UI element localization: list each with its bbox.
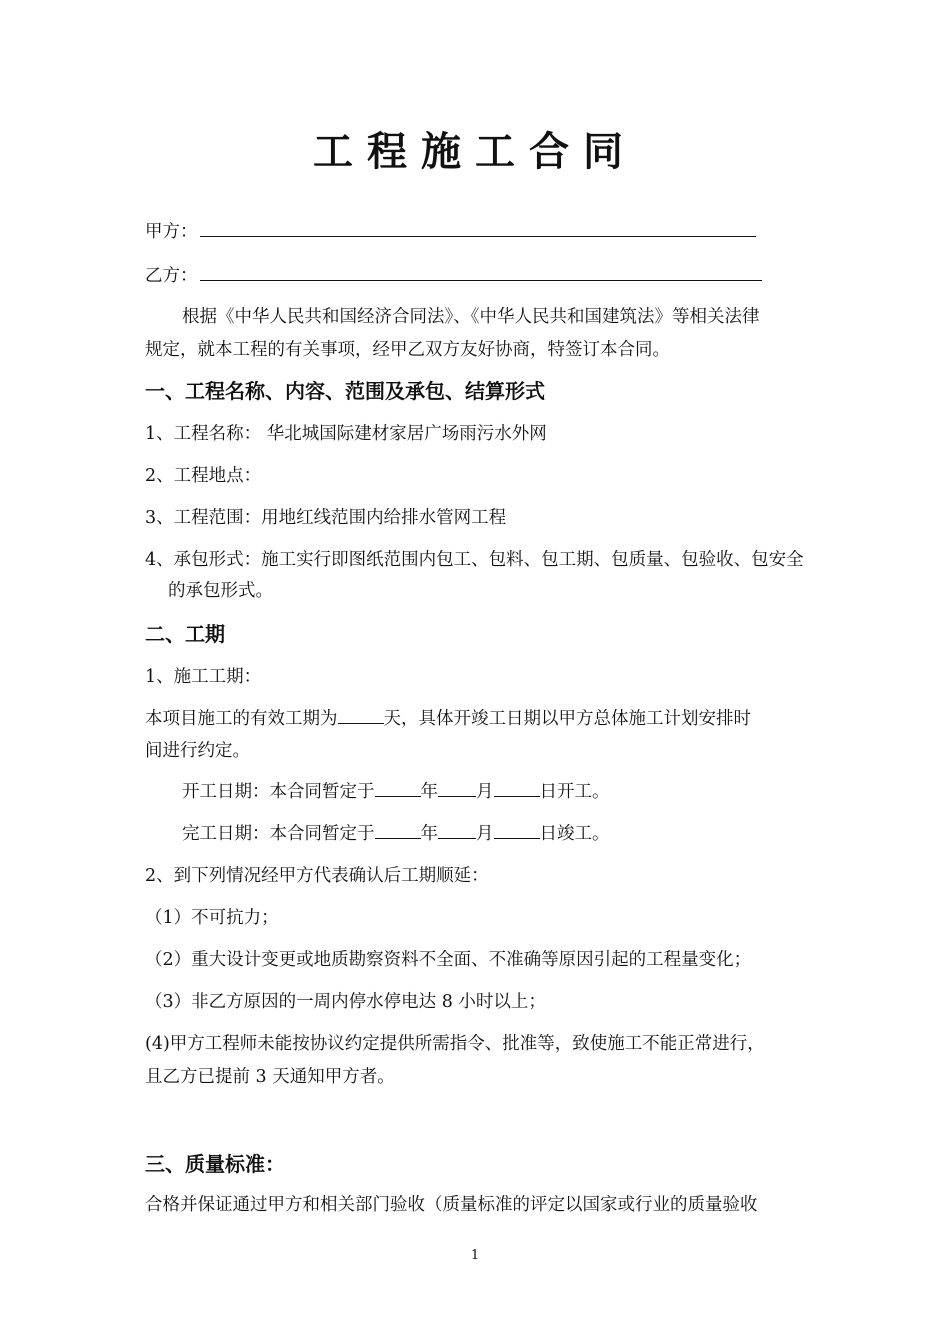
end-day-blank [494,822,540,839]
end-date-label: 完工日期：本合同暂定于 [182,824,375,844]
section-2-item-1: 1、施工工期： [145,667,262,687]
condition-1: （1）不可抗力； [145,908,279,928]
end-year-unit: 年 [420,824,438,844]
start-date-suffix: 日开工。 [539,782,610,802]
end-month-blank [438,822,476,839]
end-month-unit: 月 [476,824,494,844]
section-1-heading: 一、工程名称、内容、范围及承包、结算形式 [145,379,545,403]
preamble-line-2: 规定，就本工程的有关事项，经甲乙双方友好协商，特签订本合同。 [145,340,670,360]
section-2-heading: 二、工期 [145,622,225,646]
condition-2: （2）重大设计变更或地质勘察资料不全面、不准确等原因引起的工程量变化； [145,950,752,970]
party-b-label: 乙方： [145,266,198,286]
contract-title: 工程施工合同 [313,129,637,175]
party-a-blank [200,236,756,237]
start-date-line [182,778,610,803]
period-text-a: 本项目施工的有效工期为 [145,709,338,729]
section-1-item-3: 3、工程范围：用地红线范围内给排水管网工程 [145,508,507,528]
start-month-unit: 月 [476,782,494,802]
period-line-2: 间进行约定。 [145,741,250,761]
start-date-label: 开工日期：本合同暂定于 [182,782,375,802]
page-number: 1 [470,1248,480,1263]
section-1-item-4-line-1: 4、承包形式：施工实行即图纸范围内包工、包料、包工期、包质量、包验收、包安全 [145,550,804,570]
end-date-suffix: 日竣工。 [539,824,610,844]
period-text-b: 天，具体开竣工日期以甲方总体施工计划安排时 [383,709,751,729]
start-day-blank [494,780,540,797]
section-1-item-2: 2、工程地点： [145,466,262,486]
condition-3: （3）非乙方原因的一周内停水停电达 8 小时以上； [145,992,546,1012]
days-blank [338,707,384,724]
preamble-line-1: 根据《中华人民共和国经济合同法》、《中华人民共和国建筑法》等相关法律 [182,307,760,327]
section-3-text: 合格并保证通过甲方和相关部门验收（质量标准的评定以国家或行业的质量验收 [145,1195,758,1215]
section-2-item-2: 2、到下列情况经甲方代表确认后工期顺延： [145,866,489,886]
section-1-item-4-line-2: 的承包形式。 [168,581,273,601]
condition-4-line-1: (4)甲方工程师未能按协议约定提供所需指令、批准等，致使施工不能正常进行， [145,1034,765,1054]
section-1-item-1: 1、工程名称： 华北城国际建材家居广场雨污水外网 [145,424,547,444]
section-3-heading: 三、质量标准： [145,1152,285,1176]
party-a-label: 甲方： [145,222,198,242]
condition-4-line-2: 且乙方已提前 3 天通知甲方者。 [145,1067,395,1087]
start-month-blank [438,780,476,797]
end-date-line [182,820,610,845]
period-line-1 [145,705,751,730]
end-year-blank [375,822,421,839]
start-year-blank [375,780,421,797]
start-year-unit: 年 [420,782,438,802]
party-b-blank [200,280,762,281]
